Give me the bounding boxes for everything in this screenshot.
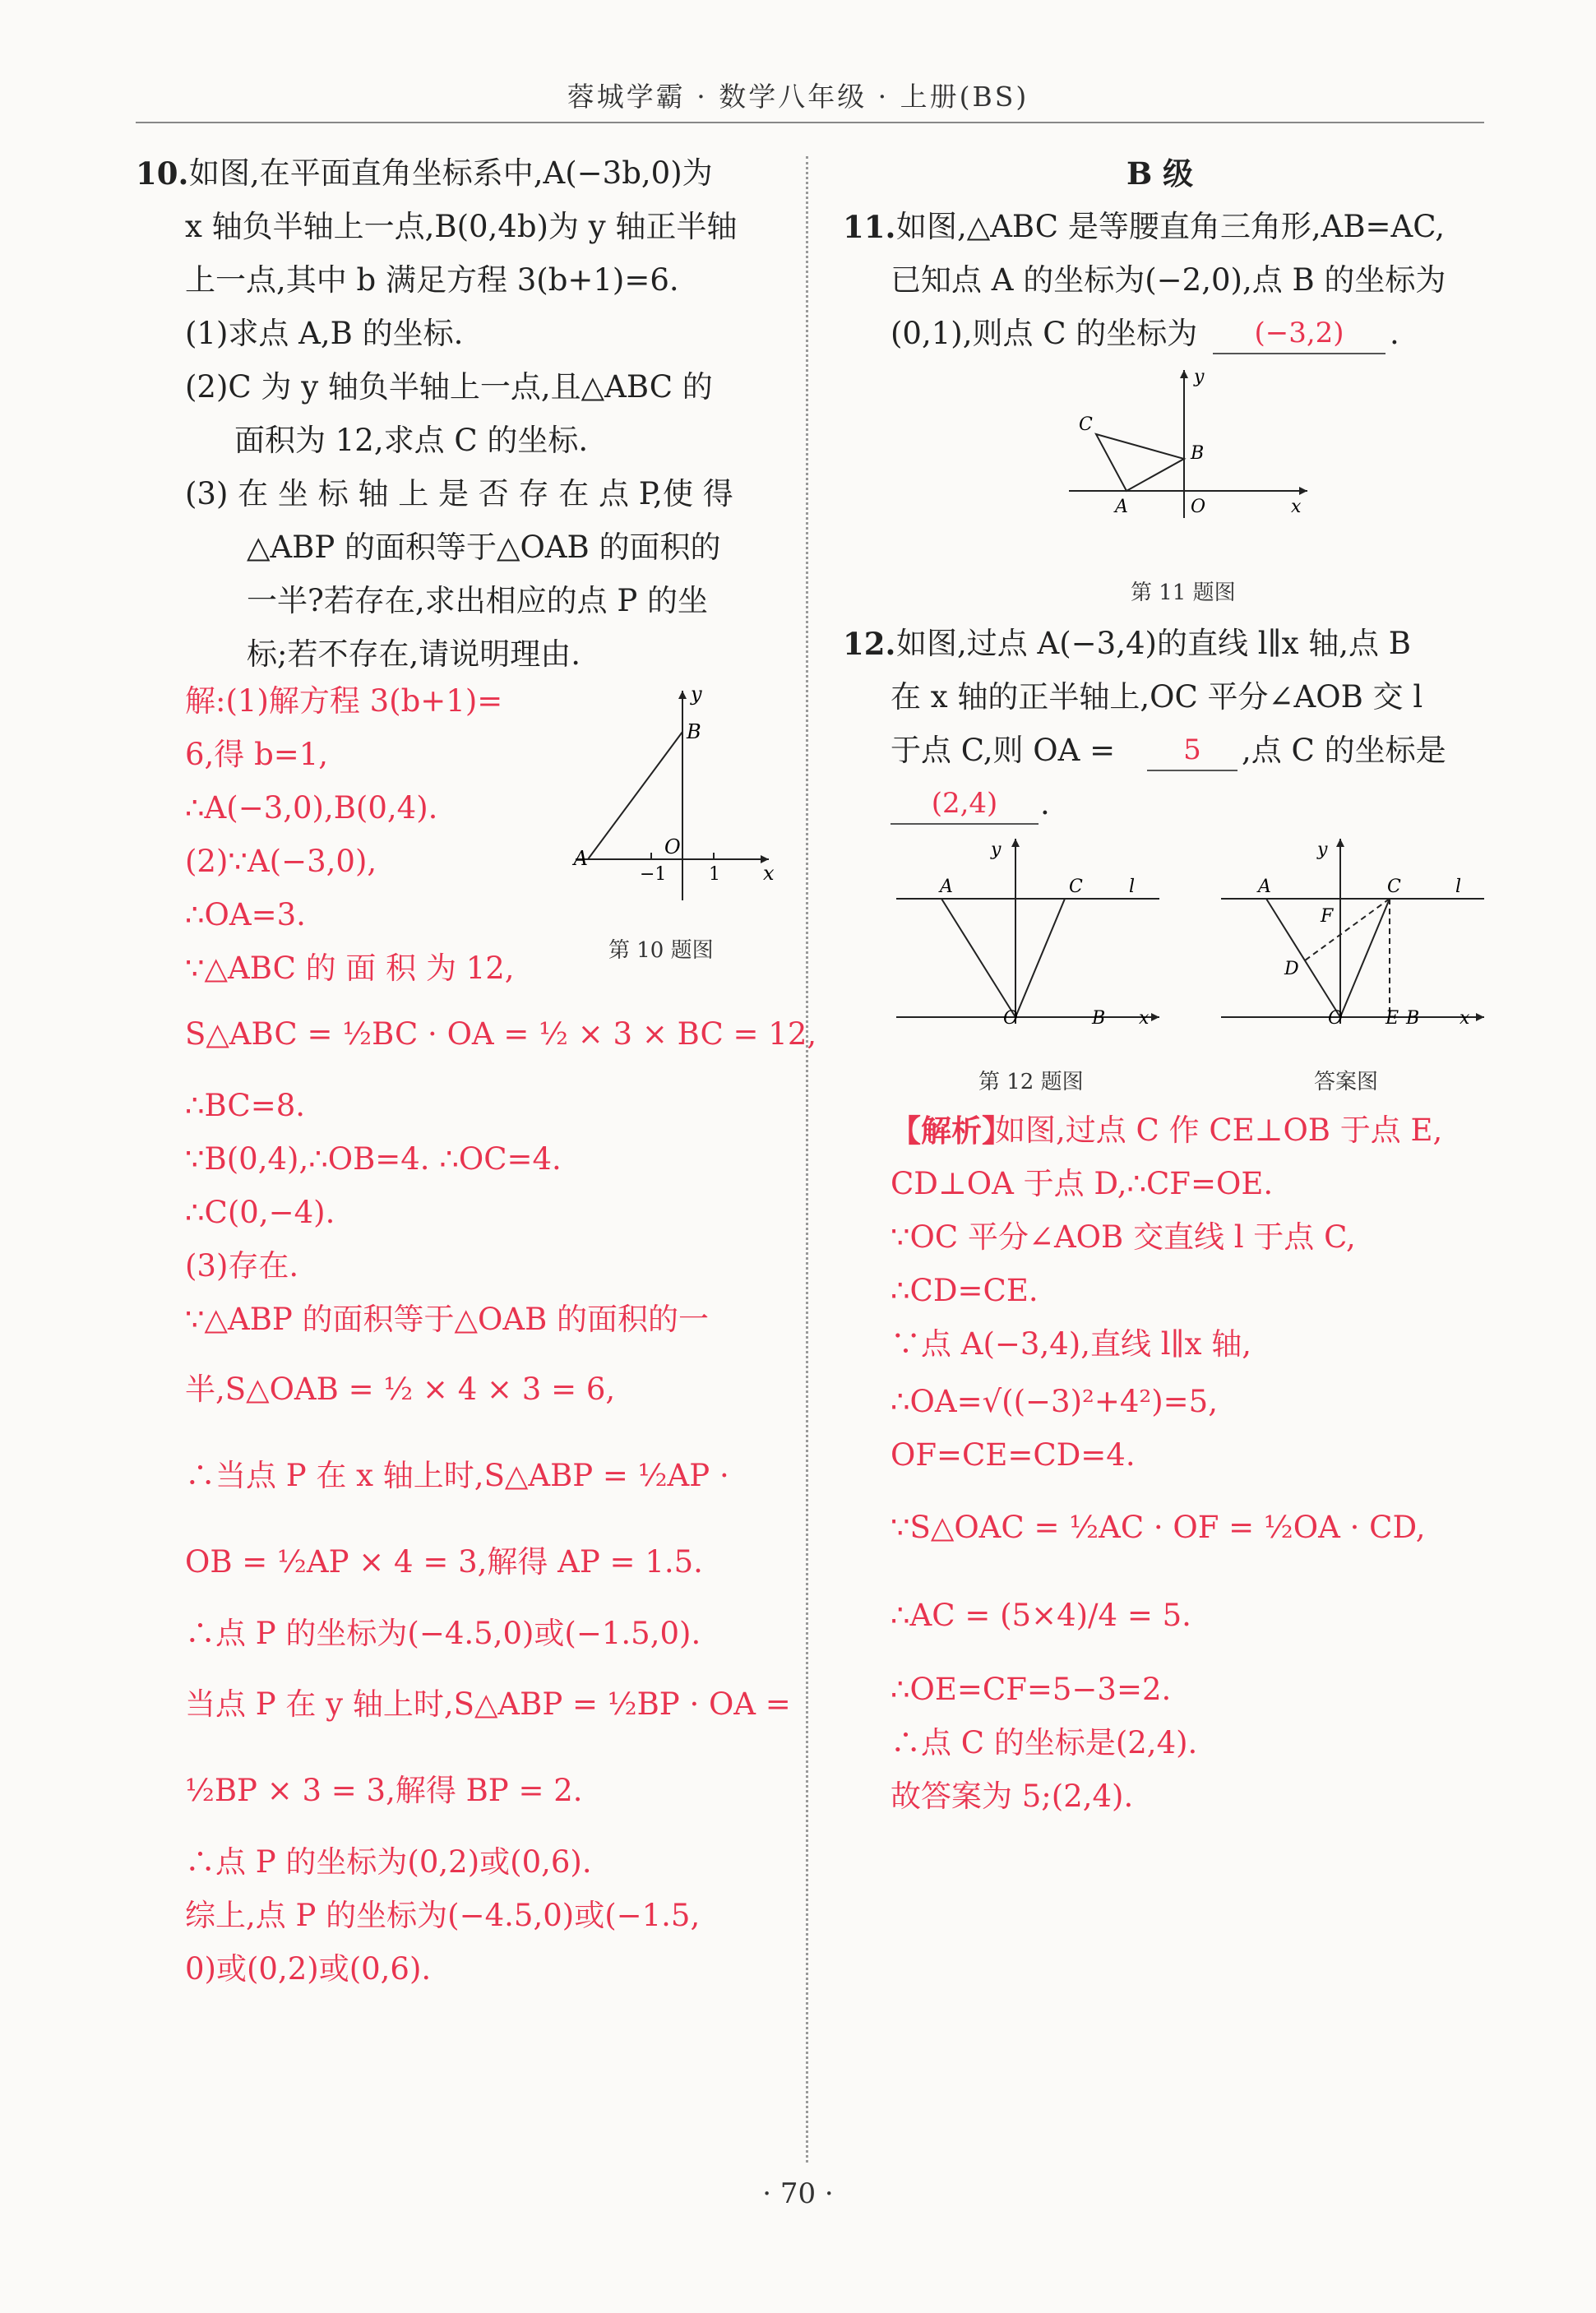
q11-stem-line: (0,1),则点 C 的坐标为 [891, 316, 1198, 351]
fig11-label-a: A [1115, 497, 1128, 517]
q10-part1: (1)求点 A,B 的坐标. [185, 316, 464, 351]
q10-part3: 标;若不存在,请说明理由. [247, 636, 581, 672]
q12-answer-figure [1217, 835, 1488, 1032]
q10-part3: (3) 在 坐 标 轴 上 是 否 存 在 点 P,使 得 [185, 476, 733, 511]
column-divider [806, 156, 808, 2163]
q10-part2: 面积为 12,求点 C 的坐标. [234, 423, 589, 458]
fig12-label-l: l [1129, 877, 1136, 897]
ansfig-label-o: O [1328, 1008, 1344, 1029]
q12-stem-line: 如图,过点 A(−3,4)的直线 l∥x 轴,点 B [896, 626, 1411, 661]
level-b-heading: B 级 [1126, 155, 1194, 192]
q12-stem-line: 于点 C,则 OA = [891, 733, 1116, 768]
q10-part2: (2)C 为 y 轴负半轴上一点,且△ABC 的 [185, 369, 713, 405]
fig12-label-b: B [1092, 1008, 1106, 1029]
q12-analysis-line: ∵点 A(−3,4),直线 l∥x 轴, [891, 1326, 1252, 1362]
q11-number: 11. [843, 209, 896, 245]
q10-solution-line: 综上,点 P 的坐标为(−4.5,0)或(−1.5, [185, 1898, 701, 1933]
q10-solution-line: (2)∵A(−3,0), [185, 844, 377, 879]
q10-part3: 一半?若存在,求出相应的点 P 的坐 [247, 583, 709, 618]
q12-analysis-line: OF=CE=CD=4. [891, 1437, 1136, 1473]
q10-solution-line: S△ABC = ½BC · OA = ½ × 3 × BC = 12, [185, 1016, 817, 1052]
fig10-label-m1: −1 [640, 864, 667, 885]
q12-analysis-line: ∴点 C 的坐标是(2,4). [891, 1725, 1198, 1760]
q10-solution-line: 0)或(0,2)或(0,6). [185, 1951, 432, 1987]
q12-analysis-line: ∵S△OAC = ½AC · OF = ½OA · CD, [891, 1510, 1426, 1545]
fig11-label-y: y [1194, 367, 1205, 387]
q11-stem-line: 已知点 A 的坐标为(−2,0),点 B 的坐标为 [891, 262, 1446, 298]
q10-solution-line: 半,S△OAB = ½ × 4 × 3 = 6, [185, 1372, 616, 1407]
ansfig-label-x: x [1460, 1008, 1470, 1029]
q12-mid: ,点 C 的坐标是 [1242, 733, 1446, 768]
ansfig-label-f: F [1321, 906, 1334, 927]
q11-stem-line: 如图,△ABC 是等腰直角三角形,AB=AC, [896, 209, 1446, 244]
fig12-label-a: A [940, 877, 953, 897]
q10-solution-line: ∴C(0,−4). [185, 1195, 335, 1230]
q12-analysis-line: ∴AC = (5×4)/4 = 5. [891, 1598, 1191, 1633]
page-number: · 70 · [762, 2177, 834, 2210]
q12-end: . [1040, 786, 1050, 821]
ansfig-label-a: A [1258, 877, 1271, 897]
fig12-label-y: y [991, 840, 1002, 860]
ansfig-label-y: y [1317, 840, 1328, 860]
q12-figure-caption: 第 12 题图 [978, 1070, 1084, 1094]
q10-solution-line: ∴点 P 的坐标为(0,2)或(0,6). [185, 1844, 592, 1880]
q12-stem-line: 在 x 轴的正半轴上,OC 平分∠AOB 交 l [891, 679, 1423, 715]
q10-stem-line: 上一点,其中 b 满足方程 3(b+1)=6. [185, 262, 679, 298]
q10-figure [567, 682, 781, 913]
q10-solution-line: 6,得 b=1, [185, 737, 329, 772]
page-header: 蓉城学霸 · 数学八年级 · 上册(BS) [567, 81, 1029, 113]
q10-solution-line: ∴点 P 的坐标为(−4.5,0)或(−1.5,0). [185, 1616, 701, 1651]
q12-analysis-line: ∴OA=√((−3)²+4²)=5, [891, 1384, 1218, 1419]
q12-analysis-line: ∴OE=CF=5−3=2. [891, 1672, 1172, 1707]
q10-solution-line: ∵△ABC 的 面 积 为 12, [185, 951, 515, 986]
q12-analysis-line: ∴CD=CE. [891, 1273, 1039, 1308]
q12-analysis-line: 故答案为 5;(2,4). [891, 1779, 1134, 1814]
fig10-label-o: O [664, 835, 681, 858]
q10-part3: △ABP 的面积等于△OAB 的面积的 [247, 530, 721, 565]
q10-number: 10. [136, 155, 189, 192]
fig12-label-c: C [1069, 877, 1083, 897]
fig12-label-x: x [1139, 1008, 1150, 1029]
q11-end: . [1390, 316, 1399, 351]
q12-figure [892, 835, 1163, 1032]
q12-answer1-blank: 5 [1147, 730, 1237, 771]
fig10-label-one: 1 [709, 864, 720, 885]
q10-solution-line: ½BP × 3 = 3,解得 BP = 2. [185, 1773, 583, 1808]
header-rule [136, 122, 1484, 123]
ansfig-label-e: E [1386, 1008, 1399, 1029]
q10-solution-line: (3)存在. [185, 1248, 299, 1284]
q11-figure-caption: 第 11 题图 [1131, 581, 1236, 605]
fig10-label-b: B [687, 720, 701, 743]
q10-solution-line: ∴OA=3. [185, 897, 306, 932]
ansfig-label-b: B [1406, 1008, 1420, 1029]
q12-analysis-line: 如图,过点 C 作 CE⊥OB 于点 E, [995, 1113, 1443, 1148]
fig10-label-a: A [573, 847, 588, 870]
q10-stem-line: x 轴负半轴上一点,B(0,4b)为 y 轴正半轴 [185, 209, 738, 244]
q10-solution-line: ∵△ABP 的面积等于△OAB 的面积的一 [185, 1302, 710, 1337]
q12-answer-figure-caption: 答案图 [1314, 1070, 1379, 1094]
q10-solution-line: ∴A(−3,0),B(0,4). [185, 790, 438, 826]
q10-solution-line: ∵B(0,4),∴OB=4. ∴OC=4. [185, 1141, 562, 1177]
q10-stem-line: 如图,在平面直角坐标系中,A(−3b,0)为 [189, 155, 713, 191]
q12-answer2-blank: (2,4) [891, 784, 1039, 825]
q12-analysis-line: CD⊥OA 于点 D,∴CF=OE. [891, 1166, 1274, 1201]
q12-analysis-tag: 【解析】 [891, 1113, 1012, 1149]
ansfig-label-c: C [1387, 877, 1401, 897]
q10-solution-line: 解:(1)解方程 3(b+1)= [185, 683, 503, 719]
fig11-label-b: B [1191, 443, 1205, 464]
fig10-label-y: y [691, 682, 702, 705]
fig11-label-x: x [1291, 497, 1302, 517]
fig11-label-o: O [1191, 497, 1206, 517]
q11-answer-blank: (−3,2) [1213, 313, 1386, 354]
q12-number: 12. [843, 626, 896, 662]
fig10-label-x: x [763, 862, 775, 885]
ansfig-label-l: l [1455, 877, 1462, 897]
q11-figure [1061, 362, 1316, 526]
ansfig-label-d: D [1284, 959, 1299, 979]
fig11-label-c: C [1079, 414, 1093, 435]
fig12-label-o: O [1003, 1008, 1019, 1029]
q10-solution-line: ∴BC=8. [185, 1088, 306, 1123]
q12-analysis-line: ∵OC 平分∠AOB 交直线 l 于点 C, [891, 1219, 1356, 1255]
q10-solution-line: 当点 P 在 y 轴上时,S△ABP = ½BP · OA = [185, 1686, 791, 1722]
q10-figure-caption: 第 10 题图 [608, 938, 714, 963]
q10-solution-line: ∴当点 P 在 x 轴上时,S△ABP = ½AP · [185, 1458, 729, 1493]
q10-solution-line: OB = ½AP × 4 = 3,解得 AP = 1.5. [185, 1544, 703, 1580]
